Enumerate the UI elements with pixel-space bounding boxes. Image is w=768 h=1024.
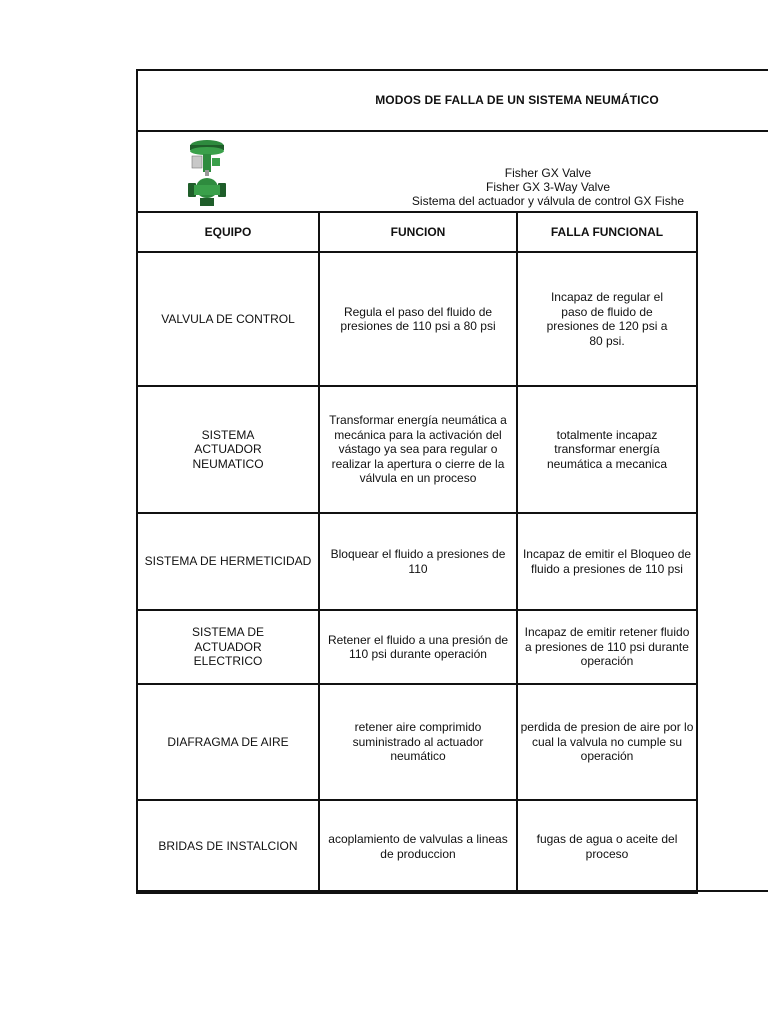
- cell-funcion: Retener el fluido a una presión de 110 psi durante operación: [319, 610, 517, 684]
- table-header-row: [137, 212, 697, 252]
- header-falla-funcional: FALLA FUNCIONAL: [517, 212, 697, 252]
- document-title: MODOS DE FALLA DE UN SISTEMA NEUMÁTICO: [375, 93, 659, 107]
- caption-line-1: Fisher GX Valve: [504, 166, 592, 180]
- cell-falla: Incapaz de regular el paso de fluido de presiones de 120 psi a 80 psi.: [517, 252, 697, 386]
- cell-falla: Incapaz de emitir el Bloqueo de fluido a presiones de 110 psi: [517, 513, 697, 610]
- image-row: [138, 132, 696, 213]
- failure-modes-sheet: [136, 69, 768, 892]
- cell-funcion: acoplamiento de valvulas a lineas de produccion: [319, 800, 517, 893]
- cell-equipo: SISTEMA DE HERMETICIDAD: [137, 513, 319, 610]
- cell-funcion: Transformar energía neumática a mecánica para la activación del vástago ya sea para regular o realizar la apertura o cierre de la válvula en un proceso: [319, 386, 517, 513]
- cell-funcion: retener aire comprimido suministrado al actuador neumático: [319, 684, 517, 800]
- header-funcion: FUNCION: [319, 212, 517, 252]
- cell-equipo: VALVULA DE CONTROL: [137, 252, 319, 386]
- cell-falla: totalmente incapaz transformar energía neumática a mecanica: [517, 386, 697, 513]
- table-row: [137, 252, 697, 386]
- cell-falla: perdida de presion de aire por lo cual la valvula no cumple su operación: [517, 684, 697, 800]
- cell-funcion: Bloquear el fluido a presiones de 110: [319, 513, 517, 610]
- cell-equipo: SISTEMA DE ACTUADOR ELECTRICO: [137, 610, 319, 684]
- caption-line-2: Fisher GX 3-Way Valve: [485, 180, 611, 194]
- cell-falla: fugas de agua o aceite del proceso: [517, 800, 697, 893]
- cell-falla: Incapaz de emitir retener fluido a presiones de 110 psi durante operación: [517, 610, 697, 684]
- green-control-valve-icon: [186, 138, 228, 208]
- table-row: [137, 800, 697, 893]
- header-equipo: EQUIPO: [137, 212, 319, 252]
- table-row: [137, 386, 697, 513]
- table-row: [137, 610, 697, 684]
- caption-line-3: Sistema del actuador y válvula de control GX Fishe: [411, 194, 685, 208]
- cell-equipo: DIAFRAGMA DE AIRE: [137, 684, 319, 800]
- table-row: [137, 513, 697, 610]
- table-row: [137, 684, 697, 800]
- cell-equipo: SISTEMA ACTUADOR NEUMATICO: [137, 386, 319, 513]
- cell-funcion: Regula el paso del fluido de presiones de 110 psi a 80 psi: [319, 252, 517, 386]
- cell-equipo: BRIDAS DE INSTALCION: [137, 800, 319, 893]
- failure-modes-table: [136, 211, 698, 894]
- title-row: [138, 71, 768, 132]
- valve-caption: [358, 166, 738, 208]
